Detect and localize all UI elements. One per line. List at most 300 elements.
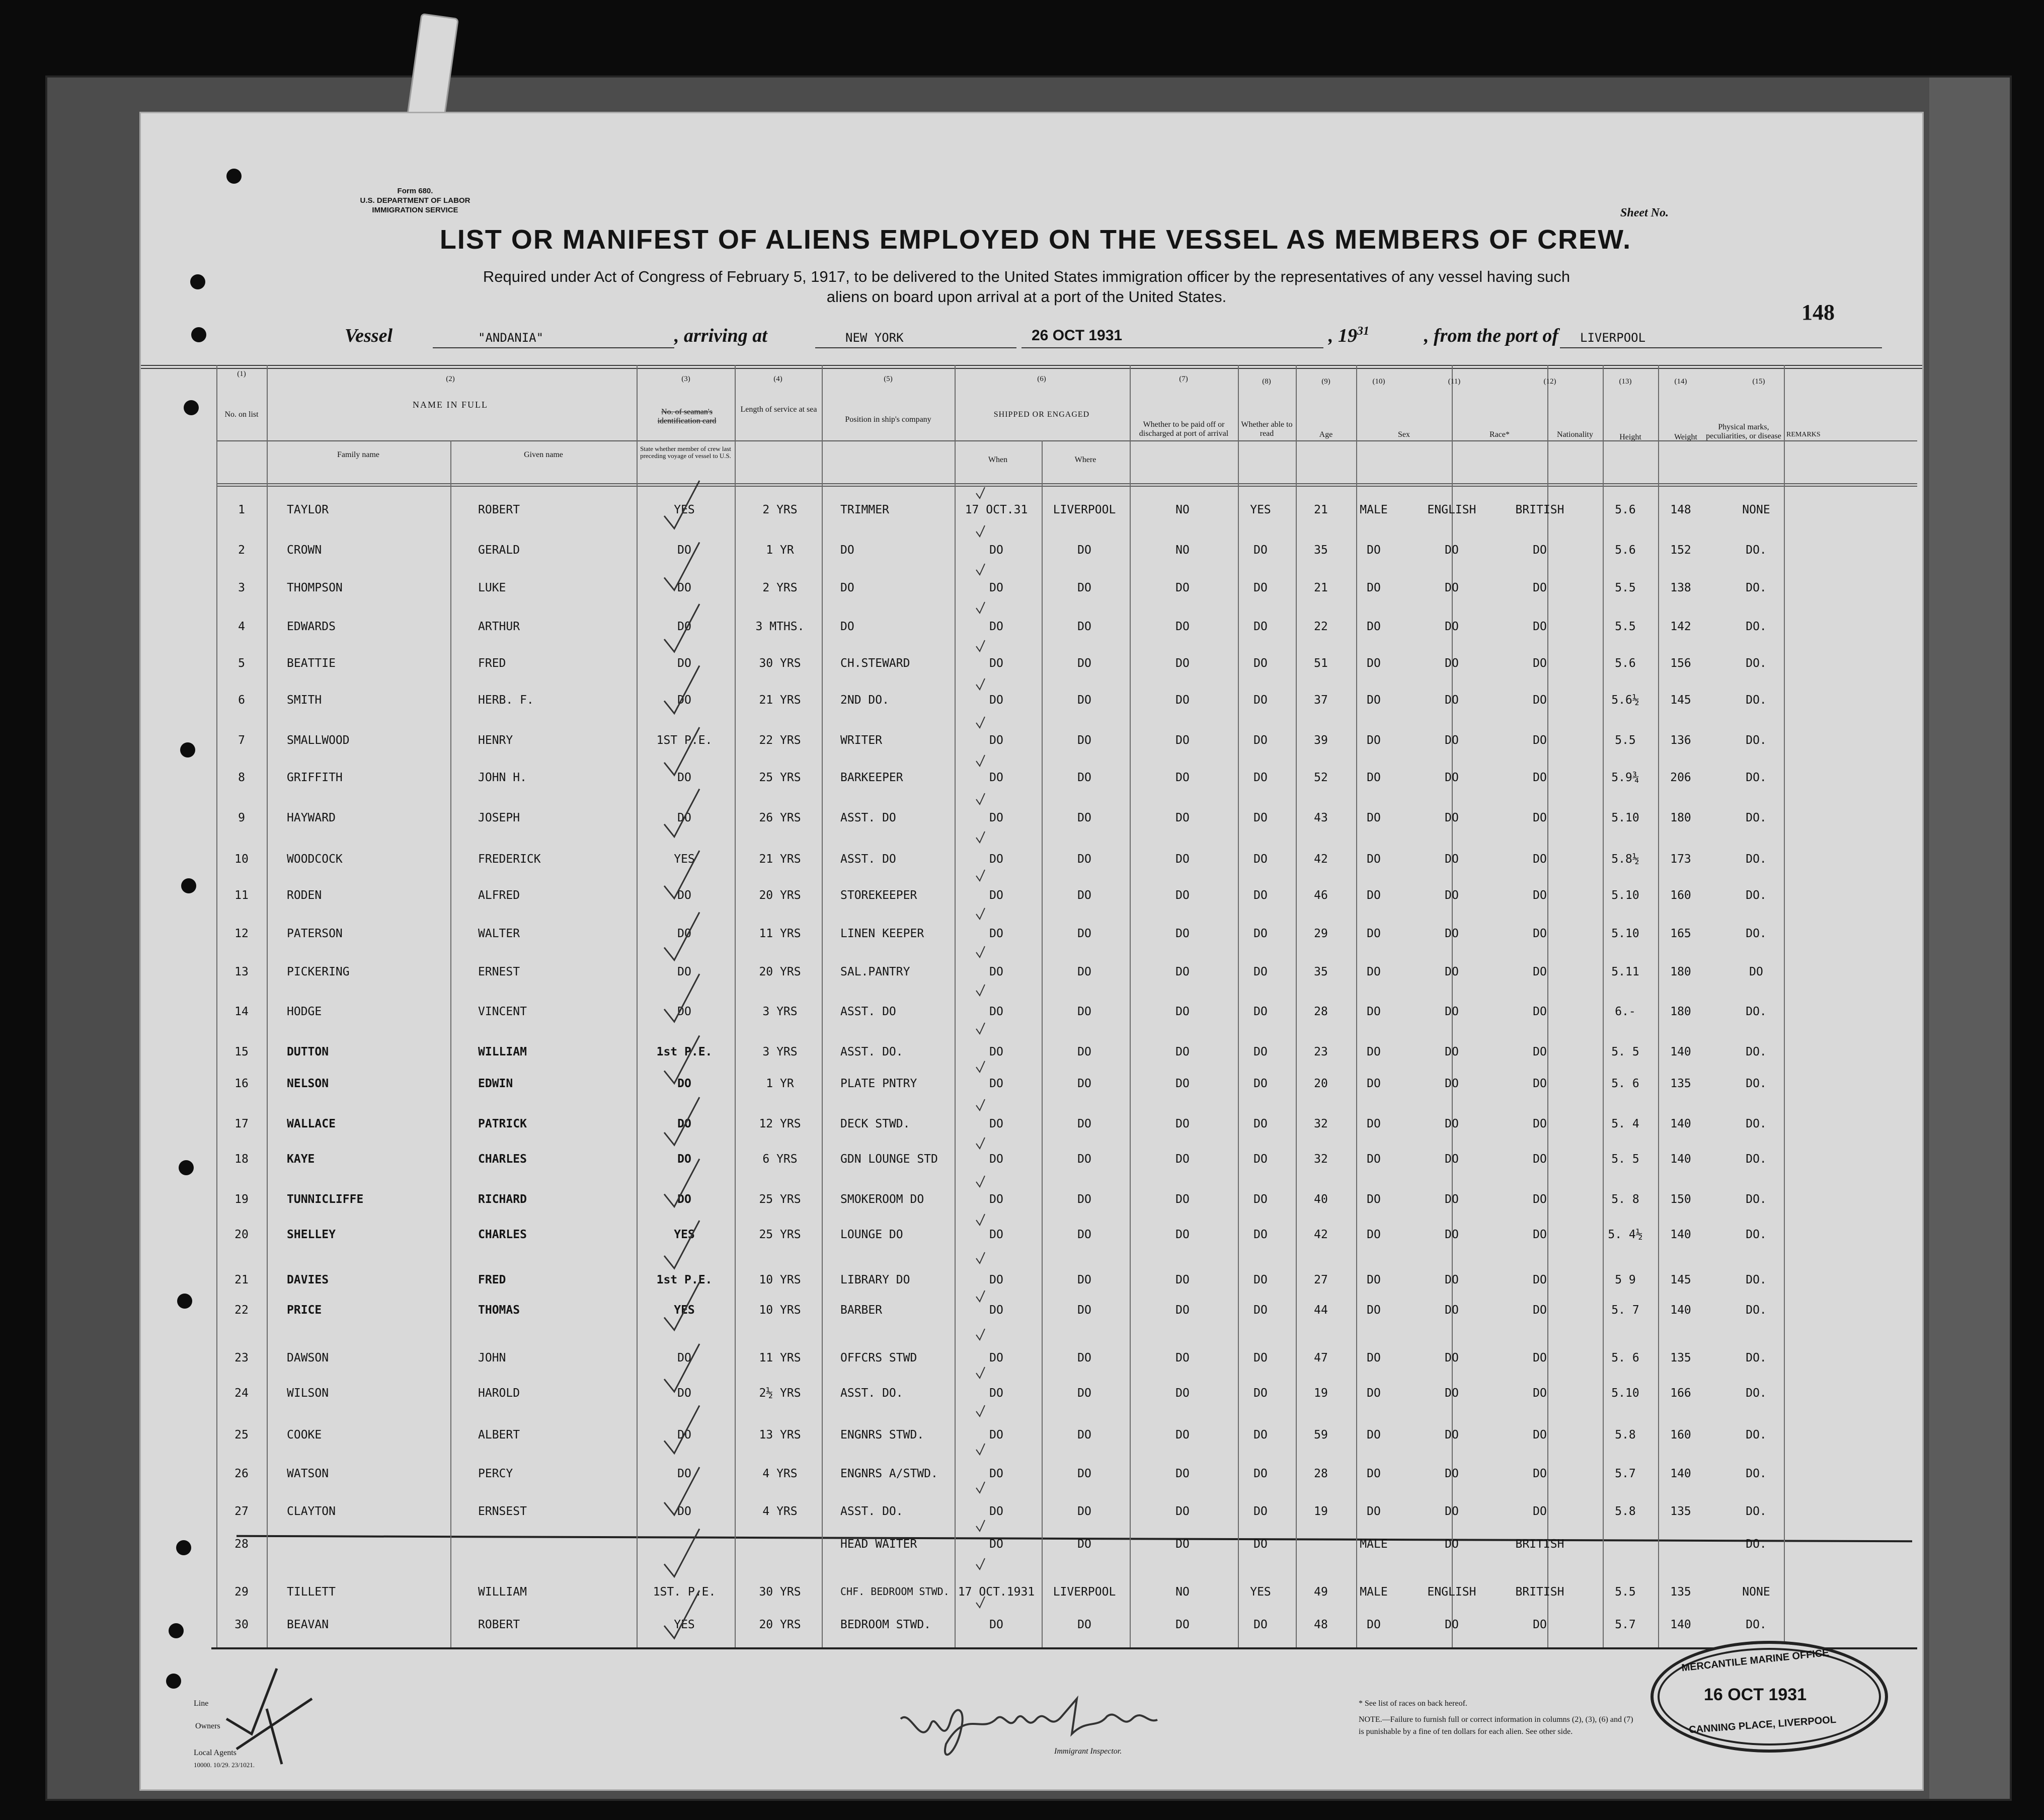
given-name: WILLIAM	[478, 1585, 527, 1599]
shipped-where: DO	[1077, 1387, 1091, 1400]
family-name: TILLETT	[287, 1585, 336, 1599]
height: 5. 6	[1611, 1077, 1639, 1090]
able-to-read: DO	[1253, 927, 1268, 940]
given-name: ERNEST	[478, 965, 520, 978]
shipped-where: DO	[1077, 1618, 1091, 1631]
family-name: CROWN	[287, 544, 322, 557]
position: ASST. DO.	[840, 1505, 903, 1518]
able-to-read: DO	[1253, 620, 1268, 633]
length-of-service: 26 YRS	[759, 811, 801, 824]
paid-off: NO	[1175, 544, 1190, 557]
position: ASST. DO	[840, 853, 896, 866]
length-of-service: 20 YRS	[759, 965, 801, 978]
sex: DO	[1367, 1077, 1381, 1090]
sheet-number-label: Sheet No.	[1620, 206, 1669, 219]
row-number: 3	[238, 581, 245, 594]
length-of-service: 2½ YRS	[759, 1387, 801, 1400]
shipped-where: DO	[1077, 544, 1091, 557]
nationality: DO	[1533, 771, 1547, 784]
height: 5. 5	[1611, 1045, 1639, 1058]
height: 5. 7	[1611, 1304, 1639, 1317]
nationality: DO	[1533, 694, 1547, 707]
race: DO	[1445, 1428, 1459, 1442]
paid-off: DO	[1175, 1005, 1190, 1018]
binding-hole-icon	[190, 274, 205, 289]
position: 2ND DO.	[840, 694, 889, 707]
from-port-label: , from the port of	[1424, 325, 1559, 346]
previous-voyage: DO	[677, 657, 691, 670]
shipped-when: DO	[989, 694, 1003, 707]
vessel-name: "ANDANIA"	[478, 331, 544, 345]
physical-marks: DO.	[1746, 581, 1767, 594]
age: 28	[1314, 1467, 1328, 1480]
weight: 173	[1670, 853, 1691, 866]
shipped-where: DO	[1077, 581, 1091, 594]
nationality: DO	[1533, 1005, 1547, 1018]
position: GDN LOUNGE STD	[840, 1153, 938, 1166]
given-name: ERNSEST	[478, 1505, 527, 1518]
shipped-when: DO	[989, 1273, 1003, 1286]
row-number: 28	[234, 1538, 249, 1551]
race: DO	[1445, 1351, 1459, 1364]
race: DO	[1445, 620, 1459, 633]
length-of-service: 30 YRS	[759, 1585, 801, 1599]
length-of-service: 11 YRS	[759, 927, 801, 940]
physical-marks: DO.	[1746, 620, 1767, 633]
sex: DO	[1367, 694, 1381, 707]
binding-hole-icon	[191, 327, 206, 342]
previous-voyage: DO	[677, 544, 691, 557]
physical-marks: DO.	[1746, 1467, 1767, 1480]
given-name: GERALD	[478, 544, 520, 557]
nationality: DO	[1533, 1193, 1547, 1206]
age: 19	[1314, 1387, 1328, 1400]
race: DO	[1445, 657, 1459, 670]
given-name: EDWIN	[478, 1077, 513, 1090]
binding-hole-icon	[180, 742, 195, 757]
col-number: (8)	[1262, 377, 1271, 386]
shipped-when: DO	[989, 620, 1003, 633]
header-position: Position in ship's company	[845, 415, 931, 424]
row-number: 27	[234, 1505, 249, 1518]
col-number: (7)	[1179, 375, 1188, 383]
sex: DO	[1367, 1228, 1381, 1241]
previous-voyage: DO	[677, 1117, 691, 1130]
age: 49	[1314, 1585, 1328, 1599]
paid-off: DO	[1175, 1117, 1190, 1130]
previous-voyage: YES	[674, 1618, 695, 1631]
family-name: PATERSON	[287, 927, 343, 940]
sex: DO	[1367, 1153, 1381, 1166]
nationality: DO	[1533, 1505, 1547, 1518]
sex: DO	[1367, 581, 1381, 594]
shipped-where: DO	[1077, 734, 1091, 747]
previous-voyage: DO	[677, 1005, 691, 1018]
header-when: When	[988, 456, 1008, 464]
given-name: HERB. F.	[478, 694, 534, 707]
race: DO	[1445, 927, 1459, 940]
previous-voyage: DO	[677, 1428, 691, 1442]
age: 52	[1314, 771, 1328, 784]
race: DO	[1445, 1273, 1459, 1286]
weight: 180	[1670, 1005, 1691, 1018]
nationality: BRITISH	[1515, 1538, 1564, 1551]
nationality: DO	[1533, 853, 1547, 866]
able-to-read: DO	[1253, 1153, 1268, 1166]
header-paid-off: Whether to be paid off or discharged at port of arrival	[1139, 420, 1229, 438]
row-number: 22	[234, 1304, 249, 1317]
position: LIBRARY DO	[840, 1273, 910, 1286]
race: DO	[1445, 1228, 1459, 1241]
family-name: CLAYTON	[287, 1505, 336, 1518]
shipped-where: LIVERPOOL	[1053, 1585, 1116, 1599]
line-label: Line	[194, 1699, 209, 1708]
strike-line	[237, 1535, 1912, 1542]
row-number: 21	[234, 1273, 249, 1286]
inspector-label: Immigrant Inspector.	[1054, 1747, 1122, 1756]
shipped-when: 17 OCT.31	[965, 503, 1028, 516]
height: 5.5	[1615, 620, 1636, 633]
paid-off: DO	[1175, 1077, 1190, 1090]
position: LOUNGE DO	[840, 1228, 903, 1241]
sex: DO	[1367, 965, 1381, 978]
col-number: (1)	[237, 370, 246, 378]
sex: DO	[1367, 771, 1381, 784]
previous-voyage: YES	[674, 1228, 695, 1241]
header-race: Race*	[1489, 430, 1510, 439]
family-name: DAWSON	[287, 1351, 329, 1364]
physical-marks: DO.	[1746, 1538, 1767, 1551]
sex: DO	[1367, 1193, 1381, 1206]
length-of-service: 22 YRS	[759, 734, 801, 747]
nationality: DO	[1533, 544, 1547, 557]
shipped-when: DO	[989, 1077, 1003, 1090]
able-to-read: DO	[1253, 1193, 1268, 1206]
previous-voyage: DO	[677, 620, 691, 633]
weight: 148	[1670, 503, 1691, 516]
paid-off: DO	[1175, 1467, 1190, 1480]
length-of-service: 20 YRS	[759, 1618, 801, 1631]
paid-off: DO	[1175, 1304, 1190, 1317]
previous-voyage: DO	[677, 1467, 691, 1480]
sex: MALE	[1360, 1585, 1388, 1599]
previous-voyage: 1ST P.E.	[656, 734, 713, 747]
weight: 140	[1670, 1153, 1691, 1166]
position: DECK STWD.	[840, 1117, 910, 1130]
header-given-name: Given name	[524, 450, 563, 459]
shipped-where: DO	[1077, 965, 1091, 978]
sex: MALE	[1360, 1538, 1388, 1551]
col-number: (2)	[446, 375, 455, 383]
given-name: ALBERT	[478, 1428, 520, 1442]
able-to-read: DO	[1253, 1304, 1268, 1317]
paid-off: DO	[1175, 1228, 1190, 1241]
nationality: DO	[1533, 657, 1547, 670]
sex: DO	[1367, 620, 1381, 633]
family-name: WALLACE	[287, 1117, 336, 1130]
physical-marks: DO.	[1746, 1273, 1767, 1286]
physical-marks: DO.	[1746, 544, 1767, 557]
height: 5.5	[1615, 734, 1636, 747]
given-name: CHARLES	[478, 1228, 527, 1241]
able-to-read: DO	[1253, 581, 1268, 594]
shipped-where: DO	[1077, 1193, 1091, 1206]
age: 42	[1314, 853, 1328, 866]
family-name: TAYLOR	[287, 503, 329, 516]
height: 5.9¾	[1611, 771, 1639, 784]
weight: 160	[1670, 889, 1691, 902]
col-rule	[1130, 365, 1131, 1647]
family-name: WILSON	[287, 1387, 329, 1400]
length-of-service: 12 YRS	[759, 1117, 801, 1130]
age: 35	[1314, 965, 1328, 978]
owners-label: Owners	[195, 1722, 220, 1730]
shipped-when: DO	[989, 1538, 1003, 1551]
shipped-when: DO	[989, 1618, 1003, 1631]
sex: DO	[1367, 1467, 1381, 1480]
row-number: 5	[238, 657, 245, 670]
length-of-service: 21 YRS	[759, 853, 801, 866]
physical-marks: DO.	[1746, 694, 1767, 707]
able-to-read: DO	[1253, 1467, 1268, 1480]
position: ASST. DO.	[840, 1387, 903, 1400]
family-name: HODGE	[287, 1005, 322, 1018]
able-to-read: DO	[1253, 1228, 1268, 1241]
header-able-to-read: Whether able to read	[1241, 420, 1293, 438]
shipped-where: DO	[1077, 927, 1091, 940]
height: 5.11	[1611, 965, 1639, 978]
nationality: DO	[1533, 1045, 1547, 1058]
col-number: (4)	[773, 375, 782, 383]
position: ASST. DO.	[840, 1045, 903, 1058]
port-underline	[1560, 347, 1882, 348]
age: 43	[1314, 811, 1328, 824]
given-name: ROBERT	[478, 503, 520, 516]
weight: 140	[1670, 1117, 1691, 1130]
height: 5.6½	[1611, 694, 1639, 707]
col-rule	[1356, 365, 1357, 1647]
header-bottom-rule	[216, 483, 1917, 484]
family-name: BEAVAN	[287, 1618, 329, 1631]
position: ASST. DO	[840, 1005, 896, 1018]
age: 46	[1314, 889, 1328, 902]
position: PLATE PNTRY	[840, 1077, 917, 1090]
mercantile-marine-office-seal	[1650, 1641, 1888, 1753]
row-number: 6	[238, 694, 245, 707]
race: DO	[1445, 694, 1459, 707]
length-of-service: 4 YRS	[762, 1467, 798, 1480]
previous-voyage: DO	[677, 1153, 691, 1166]
height: 5.10	[1611, 927, 1639, 940]
col-number: (10)	[1372, 377, 1385, 386]
height: 5.6	[1615, 544, 1636, 557]
length-of-service: 4 YRS	[762, 1505, 798, 1518]
shipped-where: DO	[1077, 1045, 1091, 1058]
col-rule	[1784, 365, 1785, 1647]
weight: 135	[1670, 1505, 1691, 1518]
height: 5. 5	[1611, 1153, 1639, 1166]
col-number: (13)	[1619, 377, 1632, 386]
position: SMOKEROOM DO	[840, 1193, 924, 1206]
position: DO	[840, 544, 854, 557]
height: 5.5	[1615, 1585, 1636, 1599]
weight: 166	[1670, 1387, 1691, 1400]
length-of-service: 25 YRS	[759, 1193, 801, 1206]
race: DO	[1445, 771, 1459, 784]
weight: 135	[1670, 1585, 1691, 1599]
row-number: 4	[238, 620, 245, 633]
weight: 140	[1670, 1618, 1691, 1631]
previous-voyage: YES	[674, 1304, 695, 1317]
binding-hole-icon	[177, 1294, 192, 1309]
weight: 145	[1670, 694, 1691, 707]
row-number: 1	[238, 503, 245, 516]
paid-off: DO	[1175, 1153, 1190, 1166]
position: BARBER	[840, 1304, 883, 1317]
physical-marks: DO.	[1746, 1505, 1767, 1518]
departure-port: LIVERPOOL	[1580, 331, 1646, 345]
shipped-when: DO	[989, 1045, 1003, 1058]
shipped-where: DO	[1077, 1005, 1091, 1018]
family-name: HAYWARD	[287, 811, 336, 824]
previous-voyage: DO	[677, 1351, 691, 1364]
shipped-when: DO	[989, 1117, 1003, 1130]
position: CHF. BEDROOM STWD.	[840, 1585, 950, 1598]
length-of-service: 11 YRS	[759, 1351, 801, 1364]
nationality: BRITISH	[1515, 503, 1564, 516]
paid-off: DO	[1175, 1273, 1190, 1286]
shipped-where: LIVERPOOL	[1053, 503, 1116, 516]
row-number: 2	[238, 544, 245, 557]
row-number: 25	[234, 1428, 249, 1442]
previous-voyage: DO	[677, 927, 691, 940]
nationality: DO	[1533, 927, 1547, 940]
family-name: SMITH	[287, 694, 322, 707]
length-of-service: 3 YRS	[762, 1005, 798, 1018]
position: LINEN KEEPER	[840, 927, 924, 940]
length-of-service: 25 YRS	[759, 1228, 801, 1241]
sex: DO	[1367, 1005, 1381, 1018]
able-to-read: DO	[1253, 1538, 1268, 1551]
physical-marks: DO.	[1746, 1387, 1767, 1400]
shipped-where: DO	[1077, 1304, 1091, 1317]
paid-off: DO	[1175, 1428, 1190, 1442]
family-name: DAVIES	[287, 1273, 329, 1286]
shipped-where: DO	[1077, 657, 1091, 670]
paid-off: NO	[1175, 1585, 1190, 1599]
position: DO	[840, 581, 854, 594]
race: DO	[1445, 1538, 1459, 1551]
previous-voyage: DO	[677, 1387, 691, 1400]
given-name: JOSEPH	[478, 811, 520, 824]
shipped-when: 17 OCT.1931	[958, 1585, 1035, 1599]
weight: 140	[1670, 1228, 1691, 1241]
position: DO	[840, 620, 854, 633]
sex: DO	[1367, 811, 1381, 824]
binding-hole-icon	[169, 1623, 184, 1638]
nationality: DO	[1533, 1153, 1547, 1166]
position: WRITER	[840, 734, 883, 747]
family-name: WOODCOCK	[287, 853, 343, 866]
age: 51	[1314, 657, 1328, 670]
given-name: ALFRED	[478, 889, 520, 902]
family-name: PRICE	[287, 1304, 322, 1317]
family-name: RODEN	[287, 889, 322, 902]
col-rule	[1547, 365, 1548, 1647]
year-prefix	[1328, 325, 1369, 347]
pen-mark-icon	[206, 1648, 337, 1779]
sex: DO	[1367, 889, 1381, 902]
race: DO	[1445, 889, 1459, 902]
sex: DO	[1367, 853, 1381, 866]
family-name: TUNNICLIFFE	[287, 1193, 364, 1206]
physical-marks: DO.	[1746, 1304, 1767, 1317]
given-name: RICHARD	[478, 1193, 527, 1206]
weight: 165	[1670, 927, 1691, 940]
position: BARKEEPER	[840, 771, 903, 784]
height: 5.6	[1615, 657, 1636, 670]
given-name: ROBERT	[478, 1618, 520, 1631]
race: DO	[1445, 581, 1459, 594]
shipped-when: DO	[989, 1428, 1003, 1442]
shipped-when: DO	[989, 1387, 1003, 1400]
height: 5. 6	[1611, 1351, 1639, 1364]
note-line-1: NOTE.—Failure to furnish full or correct information in columns (2), (3), (6) and (7)	[1359, 1715, 1633, 1724]
shipped-where: DO	[1077, 620, 1091, 633]
position: ENGNRS A/STWD.	[840, 1467, 938, 1480]
paid-off: DO	[1175, 1193, 1190, 1206]
col-number: (12)	[1543, 377, 1556, 386]
given-name: FREDERICK	[478, 853, 541, 866]
height: 5.8	[1615, 1428, 1636, 1442]
race: DO	[1445, 1193, 1459, 1206]
physical-marks: DO.	[1746, 1193, 1767, 1206]
arrival-underline	[815, 347, 1016, 348]
age: 23	[1314, 1045, 1328, 1058]
family-name: THOMPSON	[287, 581, 343, 594]
nationality: DO	[1533, 1387, 1547, 1400]
family-name: BEATTIE	[287, 657, 336, 670]
paid-off: DO	[1175, 694, 1190, 707]
col-rule	[267, 365, 268, 1647]
age: 48	[1314, 1618, 1328, 1631]
nationality: DO	[1533, 1228, 1547, 1241]
shipped-when: DO	[989, 1005, 1003, 1018]
paid-off: DO	[1175, 657, 1190, 670]
position: SAL.PANTRY	[840, 965, 910, 978]
col-rule	[1658, 365, 1659, 1647]
shipped-when: DO	[989, 889, 1003, 902]
col-rule	[216, 365, 217, 1647]
row-number: 30	[234, 1618, 249, 1631]
length-of-service: 21 YRS	[759, 694, 801, 707]
age: 19	[1314, 1505, 1328, 1518]
row-number: 18	[234, 1153, 249, 1166]
able-to-read: DO	[1253, 771, 1268, 784]
length-of-service: 13 YRS	[759, 1428, 801, 1442]
height: 5.6	[1615, 503, 1636, 516]
physical-marks: DO	[1749, 965, 1763, 978]
board-edge	[1929, 78, 2010, 1799]
able-to-read: DO	[1253, 657, 1268, 670]
col-number: (11)	[1448, 377, 1461, 386]
paid-off: DO	[1175, 1538, 1190, 1551]
row-number: 20	[234, 1228, 249, 1241]
family-name: SHELLEY	[287, 1228, 336, 1241]
nationality: DO	[1533, 889, 1547, 902]
weight: 136	[1670, 734, 1691, 747]
age: 21	[1314, 581, 1328, 594]
